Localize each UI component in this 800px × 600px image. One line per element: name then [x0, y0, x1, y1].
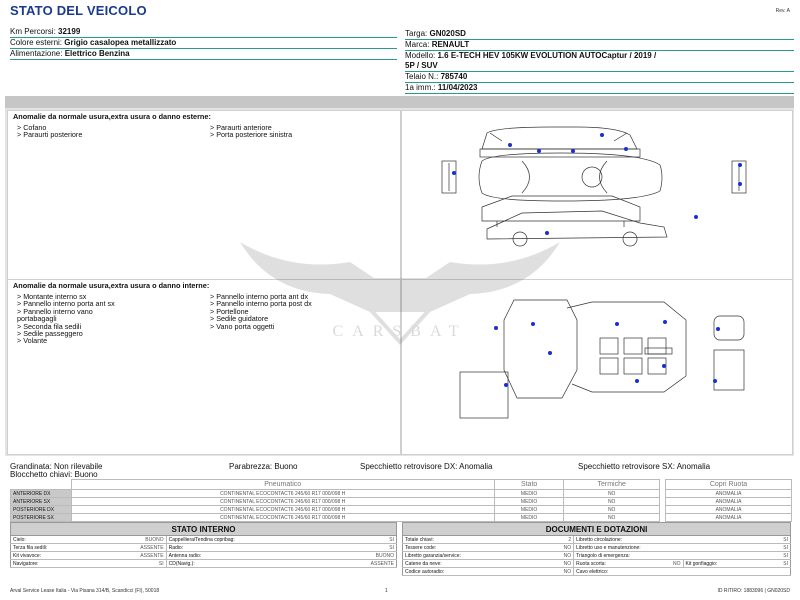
- modello-value: 1.6 E-TECH HEV 105KW EVOLUTION AUTOCaptur / 2019 /: [437, 51, 657, 60]
- cell-label: Libretto uso e manutenzione:: [574, 544, 769, 552]
- tyre-model: CONTINENTAL ECOCONTACT6 245/60 R17 000/098 H: [71, 498, 494, 506]
- cell-label: Libretto garanzia/service:: [403, 552, 546, 560]
- damage-marker[interactable]: [662, 364, 666, 368]
- cell-value: ASSENTE: [101, 544, 166, 552]
- cell-value: SI: [769, 536, 791, 544]
- cell-label: Triangolo di emergenza:: [574, 552, 769, 560]
- damage-marker[interactable]: [694, 215, 698, 219]
- damage-marker[interactable]: [738, 163, 742, 167]
- targa-value: GN020SD: [429, 29, 466, 38]
- grandinata-label: Grandinata: Non rilevabile: [10, 462, 103, 471]
- tyres-header-empty: [11, 480, 72, 490]
- section-divider: [5, 96, 794, 108]
- parabrezza-label: Parabrezza: Buono: [229, 462, 298, 471]
- tyre-stato: MEDIO: [494, 514, 564, 522]
- table-row: [11, 552, 397, 560]
- table-row: [403, 560, 791, 568]
- page-title: STATO DEL VEICOLO: [10, 3, 147, 18]
- damage-marker[interactable]: [713, 379, 717, 383]
- tyre-row: [11, 490, 660, 498]
- cell-value: NO: [545, 568, 573, 576]
- cell-label: CD(Navig.):: [166, 560, 331, 568]
- table-row: [11, 536, 397, 544]
- cell-value: [769, 568, 791, 576]
- alimentazione-row: [10, 49, 397, 60]
- cell-label: Cielo:: [11, 536, 101, 544]
- damage-marker[interactable]: [600, 133, 604, 137]
- damage-marker[interactable]: [635, 379, 639, 383]
- colore-value: Grigio casalopea metallizzato: [64, 38, 177, 47]
- internal-damage-list-1: > Montante interno sx > Pannello interno porta ant sx > Pannello interno vano portabagagli > Seconda fila sedili > Sedile passeggero > Volante: [17, 292, 115, 346]
- tyres-header-row: [11, 480, 660, 490]
- marca-value: RENAULT: [431, 40, 470, 49]
- copri-ruota-value: ANOMALIA: [666, 490, 792, 498]
- tyre-stato: MEDIO: [494, 506, 564, 514]
- documenti-title: DOCUMENTI E DOTAZIONI: [403, 523, 791, 536]
- telaio-value: 785740: [440, 72, 468, 81]
- specchietto-dx-label: Specchietto retrovisore DX: Anomalia: [360, 462, 493, 471]
- cell-value: SI: [101, 560, 166, 568]
- cell-value: NO: [545, 560, 573, 568]
- imm-label: 1a imm.:: [405, 83, 436, 92]
- marca-row: [405, 40, 794, 51]
- documenti-table: [402, 522, 791, 576]
- modello-row-2: [405, 61, 794, 72]
- tyre-row: [11, 506, 660, 514]
- damage-marker[interactable]: [663, 320, 667, 324]
- cell-value: NO: [545, 552, 573, 560]
- footer-company: Arval Service Lease Italia - Via Pisana 314/B, Scandicci (FI), 50018: [10, 588, 160, 594]
- cell-label: Ruota scorta:: [574, 560, 655, 568]
- footer-page-number: 1: [385, 588, 388, 594]
- cell-label: Libretto circolazione:: [574, 536, 769, 544]
- telaio-row: [405, 72, 794, 83]
- marca-label: Marca:: [405, 40, 430, 49]
- cell-label: Totale chiavi:: [403, 536, 546, 544]
- tyre-termiche: NO: [564, 498, 660, 506]
- cell-label: Antenna radio:: [166, 552, 331, 560]
- damage-marker[interactable]: [716, 327, 720, 331]
- tyre-position: ANTERIORE SX: [11, 498, 72, 506]
- colore-row: [10, 38, 397, 49]
- damage-marker[interactable]: [508, 143, 512, 147]
- cell-label: Codice autoradio:: [403, 568, 546, 576]
- targa-row: [405, 29, 794, 40]
- damage-marker[interactable]: [615, 322, 619, 326]
- modello-value-2: 5P / SUV: [405, 61, 438, 70]
- copri-ruota-table: [665, 479, 792, 522]
- damage-marker[interactable]: [452, 171, 456, 175]
- tyre-position: POSTERIORE DX: [11, 506, 72, 514]
- cell-label: Navigatore:: [11, 560, 101, 568]
- table-row: [403, 536, 791, 544]
- modello-row: [405, 51, 794, 61]
- external-damage-list-2: > Paraurti anteriore > Porta posteriore sinistra: [210, 123, 293, 140]
- table-row: [403, 568, 791, 576]
- cell-value: NO: [655, 560, 683, 568]
- damage-marker[interactable]: [504, 383, 508, 387]
- tyre-row: [11, 514, 660, 522]
- tyre-position: ANTERIORE DX: [11, 490, 72, 498]
- tyre-stato: MEDIO: [494, 498, 564, 506]
- internal-damage-list-2: > Pannello interno porta ant dx > Pannello interno porta post dx > Portellone > Sedile guidatore > Vano porta oggetti: [210, 292, 312, 331]
- table-row: [11, 560, 397, 568]
- revision-label: Rev. A: [775, 8, 790, 14]
- footer-ritiro-id: ID RITIRO: 1883096 | GN020SD: [717, 588, 790, 594]
- copri-ruota-value: ANOMALIA: [666, 514, 792, 522]
- imm-value: 11/04/2023: [437, 83, 478, 92]
- cell-label: Terza fila sedili:: [11, 544, 101, 552]
- tyre-row: [11, 498, 660, 506]
- cell-label: Cappelliera/Tendina copribag:: [166, 536, 331, 544]
- tyres-header-stato: Stato: [494, 480, 564, 490]
- table-row: [403, 552, 791, 560]
- cell-value: BUONO: [101, 536, 166, 544]
- cell-label: Catene da neve:: [403, 560, 546, 568]
- damage-marker[interactable]: [537, 149, 541, 153]
- km-label: Km Percorsi:: [10, 27, 56, 36]
- tyre-termiche: NO: [564, 514, 660, 522]
- cell-value: SI: [769, 560, 791, 568]
- alimentazione-label: Alimentazione:: [10, 49, 63, 58]
- tyre-termiche: NO: [564, 506, 660, 514]
- damage-marker[interactable]: [571, 149, 575, 153]
- km-row: [10, 27, 397, 38]
- cell-label: Cavo elettrico:: [574, 568, 769, 576]
- immatricolazione-row: [405, 83, 794, 94]
- copri-ruota-value: ANOMALIA: [666, 498, 792, 506]
- tyres-table: [10, 479, 660, 522]
- damage-marker[interactable]: [738, 182, 742, 186]
- cell-value: SI: [769, 544, 791, 552]
- cell-value: ASSENTE: [101, 552, 166, 560]
- cell-label: Tessere code:: [403, 544, 546, 552]
- cell-value: SI: [331, 536, 396, 544]
- copri-ruota-header: Copri Ruota: [666, 480, 792, 490]
- carsbat-watermark: [230, 232, 570, 352]
- stato-interno-table: [10, 522, 397, 568]
- car-top-view: [479, 153, 662, 201]
- km-value: 32199: [58, 27, 81, 36]
- cell-value: SI: [331, 544, 396, 552]
- tyres-header-termiche: Termiche: [564, 480, 660, 490]
- specchietto-sx-label: Specchietto retrovisore SX: Anomalia: [578, 462, 711, 471]
- tyre-model: CONTINENTAL ECOCONTACT6 245/60 R17 000/098 H: [71, 506, 494, 514]
- tyre-termiche: NO: [564, 490, 660, 498]
- tyre-position: POSTERIORE SX: [11, 514, 72, 522]
- tyre-model: CONTINENTAL ECOCONTACT6 245/60 R17 000/098 H: [71, 490, 494, 498]
- watermark-text: CARSBAT: [332, 323, 468, 340]
- tyres-header-pneumatico: Pneumatico: [71, 480, 494, 490]
- stato-interno-title: STATO INTERNO: [11, 523, 397, 536]
- cell-value: BUONO: [331, 552, 396, 560]
- cell-value: 2: [545, 536, 573, 544]
- alimentazione-value: Elettrico Benzina: [64, 49, 130, 58]
- table-row: [403, 544, 791, 552]
- colore-label: Colore esterni:: [10, 38, 63, 47]
- table-row: [11, 544, 397, 552]
- targa-label: Targa:: [405, 29, 428, 38]
- cell-value: ASSENTE: [331, 560, 396, 568]
- tyre-model: CONTINENTAL ECOCONTACT6 245/60 R17 000/098 H: [71, 514, 494, 522]
- internal-damage-title: Anomalie da normale usura,extra usura o danno interne:: [13, 281, 210, 290]
- cell-value: NO: [545, 544, 573, 552]
- telaio-label: Telaio N.:: [405, 72, 439, 81]
- external-damage-title: Anomalie da normale usura,extra usura o danno esterne:: [13, 112, 211, 121]
- cell-label: Kit gonfiaggio:: [683, 560, 769, 568]
- car-side-left: [442, 161, 456, 193]
- cell-label: Kit vivavoce:: [11, 552, 101, 560]
- tyre-stato: MEDIO: [494, 490, 564, 498]
- external-damage-list-1: > Cofano > Paraurti posteriore: [17, 123, 83, 140]
- damage-marker[interactable]: [624, 147, 628, 151]
- cell-label: Radio:: [166, 544, 331, 552]
- blocchetto-label: Blocchetto chiavi: Buono: [10, 470, 98, 479]
- cell-value: SI: [769, 552, 791, 560]
- copri-ruota-value: ANOMALIA: [666, 506, 792, 514]
- modello-label: Modello:: [405, 51, 436, 60]
- car-front-view: [480, 127, 640, 157]
